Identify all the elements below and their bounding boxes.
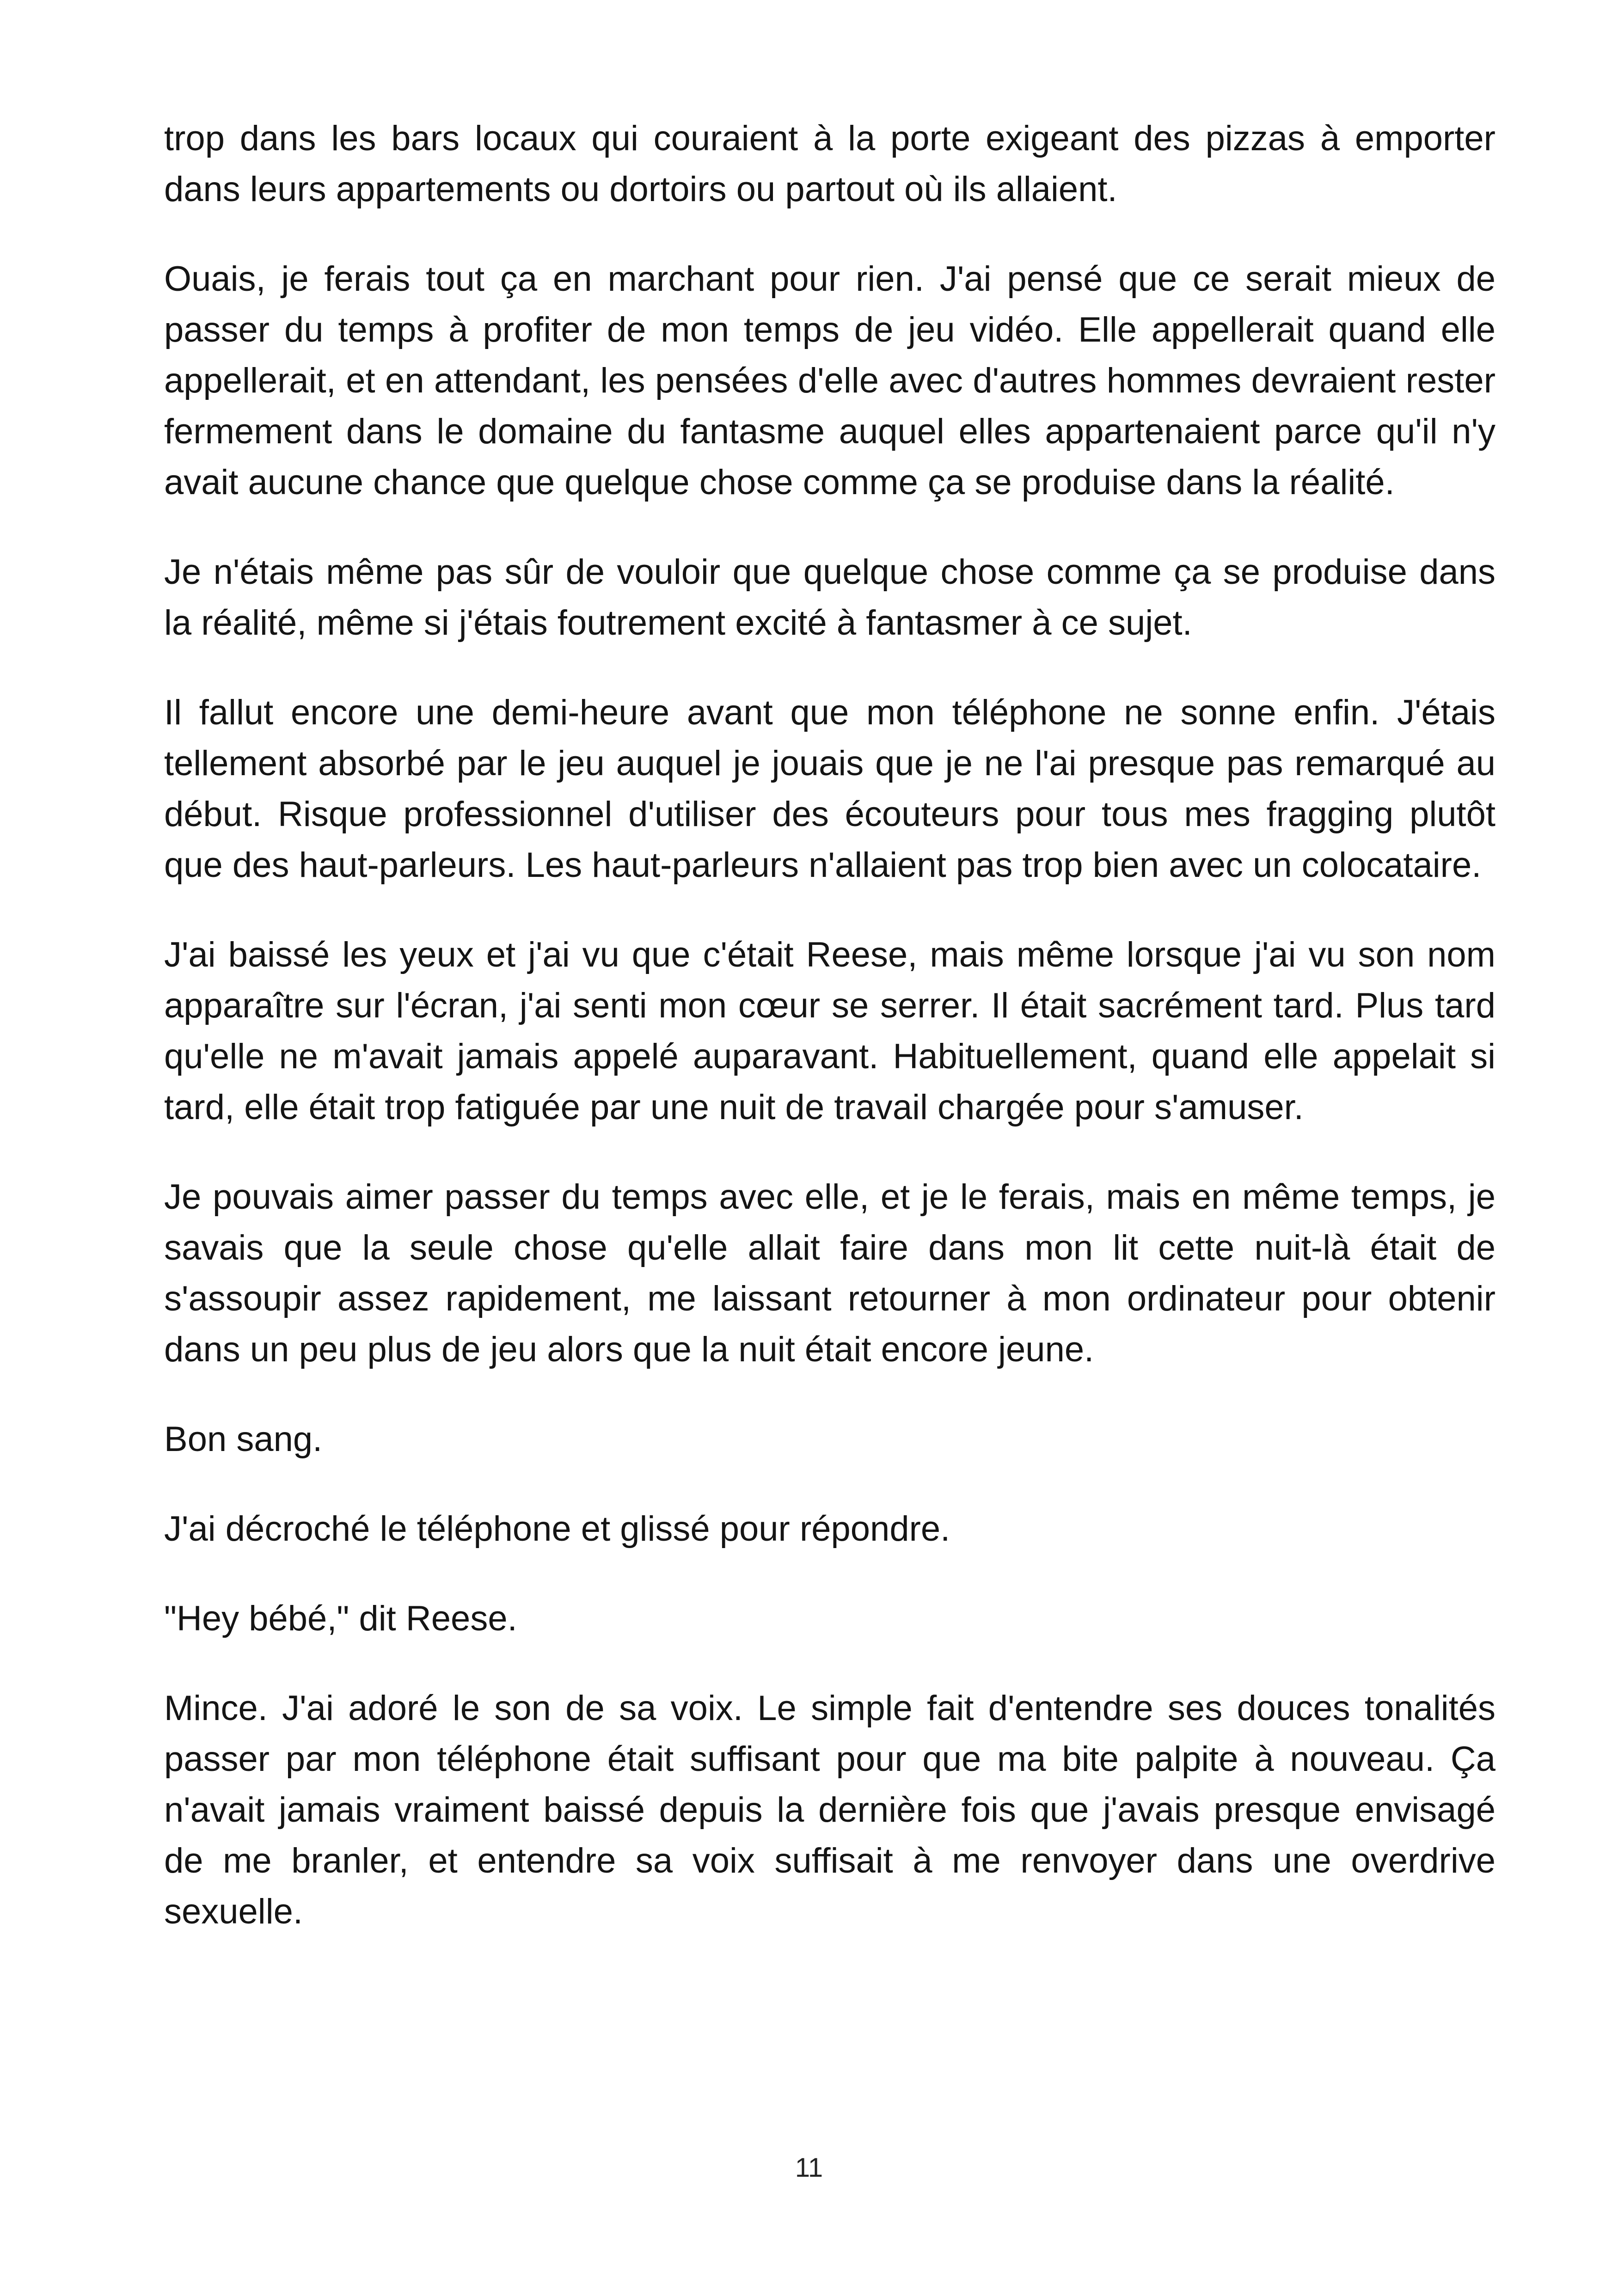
page-number: 11 — [795, 2153, 823, 2183]
paragraph-10: Mince. J'ai adoré le son de sa voix. Le simple fait d'entendre ses douces tonalités passer par mon téléphone était suffisant pour que ma bite palpite à nouveau. Ça n'avait jamais vraiment baissé depuis la dernière fois que j'avais presque envisagé de me branler, et entendre sa voix suffisait à me renvoyer dans une overdrive sexuelle. — [164, 1689, 1495, 1931]
paragraph-9: "Hey bébé," dit Reese. — [164, 1599, 517, 1638]
paragraph-3: Je n'étais même pas sûr de vouloir que quelque chose comme ça se produise dans la réalité, même si j'étais foutrement excité à fantasmer à ce sujet. — [164, 552, 1495, 643]
paragraph-2: Ouais, je ferais tout ça en marchant pour rien. J'ai pensé que ce serait mieux de passer du temps à profiter de mon temps de jeu vidéo. Elle appellerait quand elle appellerait, et en attendant, les pensées d'elle avec d'autres hommes devraient rester fermement dans le domaine du fantasme auquel elles appartenaient parce qu'il n'y avait aucune chance que quelque chose comme ça se produise dans la réalité. — [164, 259, 1495, 502]
body-text — [164, 113, 1495, 1976]
paragraph-4: Il fallut encore une demi-heure avant que mon téléphone ne sonne enfin. J'étais tellement absorbé par le jeu auquel je jouais que je ne l'ai presque pas remarqué au début. Risque professionnel d'utiliser des écouteurs pour tous mes fragging plutôt que des haut-parleurs. Les haut-parleurs n'allaient pas trop bien avec un colocataire. — [164, 693, 1495, 885]
paragraph-6: Je pouvais aimer passer du temps avec elle, et je le ferais, mais en même temps, je savais que la seule chose qu'elle allait faire dans mon lit cette nuit-là était de s'assoupir assez rapidement, me laissant retourner à mon ordinateur pour obtenir dans un peu plus de jeu alors que la nuit était encore jeune. — [164, 1177, 1495, 1369]
paragraph-7: Bon sang. — [164, 1420, 323, 1459]
paragraph-5: J'ai baissé les yeux et j'ai vu que c'était Reese, mais même lorsque j'ai vu son nom apparaître sur l'écran, j'ai senti mon cœur se serrer. Il était sacrément tard. Plus tard qu'elle ne m'avait jamais appelé auparavant. Habituellement, quand elle appelait si tard, elle était trop fatiguée par une nuit de travail chargée pour s'amuser. — [164, 935, 1495, 1127]
paragraph-8: J'ai décroché le téléphone et glissé pour répondre. — [164, 1509, 950, 1549]
paragraph-1: trop dans les bars locaux qui couraient à la porte exigeant des pizzas à emporter dans leurs appartements ou dortoirs ou partout où ils allaient. — [164, 119, 1495, 209]
